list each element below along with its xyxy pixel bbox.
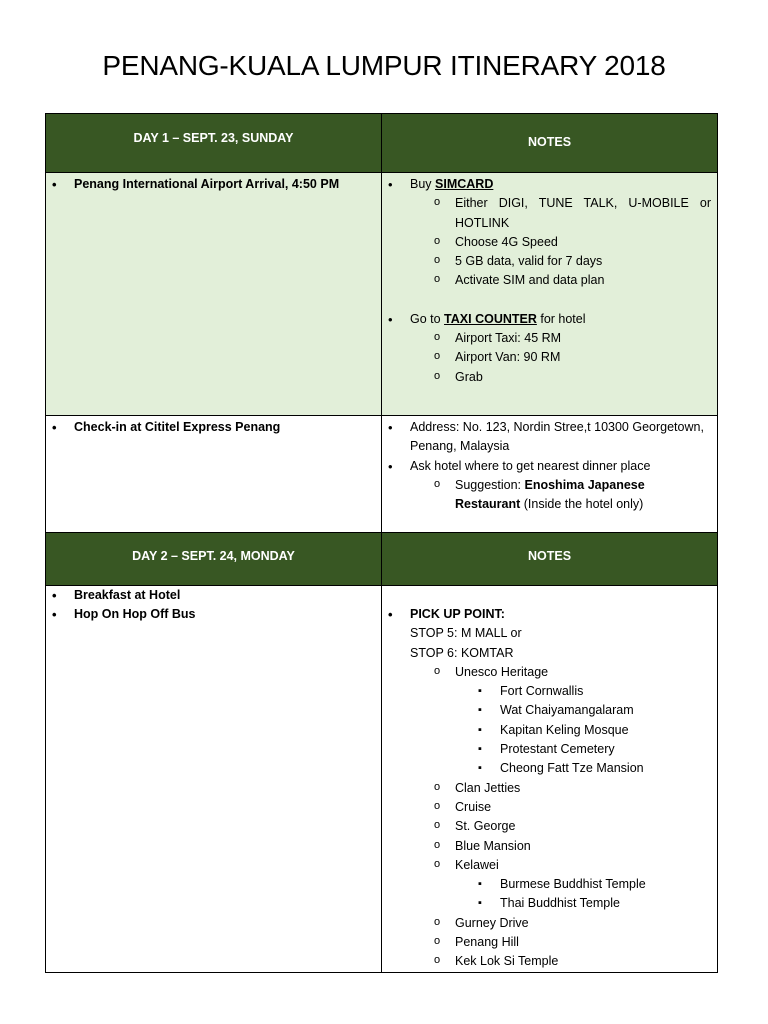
- day1-checkin-row: [46, 416, 718, 533]
- taxi-option: o Airport Taxi: 45 RM: [382, 329, 717, 348]
- taxi-link: TAXI COUNTER: [444, 311, 537, 326]
- checkin-item: • Check-in at Cititel Express Penang: [46, 418, 381, 437]
- day1-header-row: [46, 114, 718, 173]
- itinerary-table: [45, 113, 718, 973]
- activity-item: • Breakfast at Hotel: [46, 586, 381, 605]
- simcard-item: [382, 175, 717, 194]
- taxi-suffix: for hotel: [536, 311, 586, 326]
- page-title: PENANG-KUALA LUMPUR ITINERARY 2018: [102, 50, 666, 81]
- tour-item: o Clan Jetties: [382, 779, 717, 798]
- tour-item: o Gurney Drive: [382, 914, 717, 933]
- suggestion-prefix: Suggestion:: [455, 477, 525, 492]
- day1-notes-header: NOTES: [382, 114, 718, 173]
- simcard-option: o Either DIGI, TUNE TALK, U-MOBILE or HOTLINK: [382, 194, 717, 233]
- ask-hotel-item: • Ask hotel where to get nearest dinner place: [382, 457, 717, 476]
- taxi-item: [382, 310, 717, 329]
- kelawei-item: o Kelawei: [382, 856, 717, 875]
- address-item: • Address: No. 123, Nordin Stree,t 10300 Georgetown, Penang, Malaysia: [382, 418, 717, 457]
- simcard-prefix: Buy: [410, 177, 436, 191]
- day2-content-row: [46, 586, 718, 973]
- taxi-option: o Grab: [382, 368, 717, 387]
- simcard-option: o Choose 4G Speed: [382, 233, 717, 252]
- simcard-link: SIMCARD: [435, 177, 494, 191]
- day2-header-row: [46, 533, 718, 586]
- suggestion-item: [382, 476, 717, 515]
- unesco-site: ▪ Fort Cornwallis: [382, 682, 717, 701]
- day2-notes-header: NOTES: [382, 533, 718, 586]
- unesco-site: ▪ Wat Chaiyamangalaram: [382, 701, 717, 720]
- tour-item: o Blue Mansion: [382, 837, 717, 856]
- taxi-option: o Airport Van: 90 RM: [382, 348, 717, 367]
- taxi-prefix: Go to: [410, 311, 445, 326]
- suggestion-suffix: (Inside the hotel only): [520, 497, 644, 512]
- stop-item: STOP 6: KOMTAR: [410, 645, 514, 660]
- kelawei-site: ▪ Burmese Buddhist Temple: [382, 875, 717, 894]
- tour-item: o Kek Lok Si Temple: [382, 952, 717, 971]
- tour-item: o Penang Hill: [382, 933, 717, 952]
- simcard-option: o Activate SIM and data plan: [382, 271, 717, 290]
- unesco-site: ▪ Protestant Cemetery: [382, 740, 717, 759]
- simcard-option: o 5 GB data, valid for 7 days: [382, 252, 717, 271]
- suggestion-name: Enoshima Japanese Restaurant: [455, 477, 645, 512]
- day1-arrival-row: [46, 173, 718, 416]
- day1-header: DAY 1 – SEPT. 23, SUNDAY: [46, 114, 382, 173]
- tour-item: o Cruise: [382, 798, 717, 817]
- pickup-label: • PICK UP POINT:: [382, 605, 717, 624]
- arrival-item: • Penang International Airport Arrival, 4:50 PM: [46, 175, 381, 194]
- day2-header: DAY 2 – SEPT. 24, MONDAY: [46, 533, 382, 586]
- stop-item: STOP 5: M MALL or: [410, 626, 522, 641]
- unesco-site: ▪ Cheong Fatt Tze Mansion: [382, 759, 717, 778]
- activity-item: • Hop On Hop Off Bus: [46, 605, 381, 624]
- unesco-item: o Unesco Heritage: [382, 663, 717, 682]
- unesco-site: ▪ Kapitan Keling Mosque: [382, 721, 717, 740]
- tour-item: o St. George: [382, 817, 717, 836]
- kelawei-site: ▪ Thai Buddhist Temple: [382, 894, 717, 913]
